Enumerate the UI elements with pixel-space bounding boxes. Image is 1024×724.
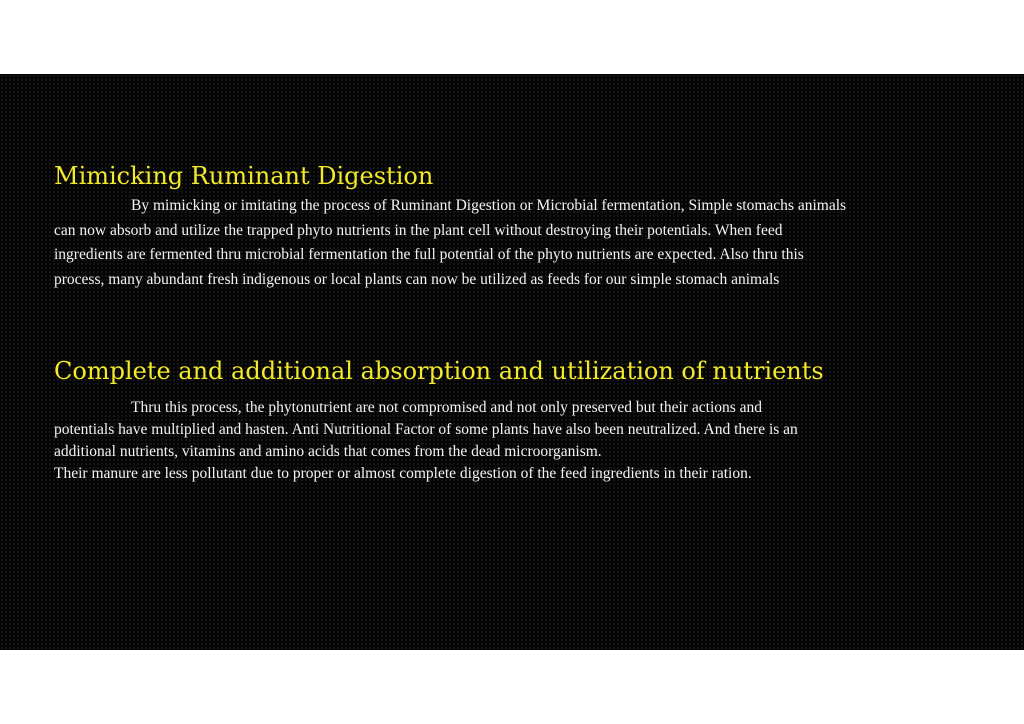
section1-paragraph xyxy=(54,194,994,292)
slide xyxy=(0,74,1024,650)
section2-line-1 xyxy=(54,397,994,419)
section2-heading: Complete and additional absorption and utilization of nutrients xyxy=(54,357,824,385)
section1-heading: Mimicking Ruminant Digestion xyxy=(54,162,434,190)
section1-line-1 xyxy=(54,194,994,219)
section2-line-2: potentials have multiplied and hasten. Anti Nutritional Factor of some plants have also been neutralized. And there is an xyxy=(54,421,798,438)
section1-line-2: can now absorb and utilize the trapped phyto nutrients in the plant cell without destroying their potentials. When feed xyxy=(54,221,783,239)
section1-line-4: process, many abundant fresh indigenous or local plants can now be utilized as feeds for our simple stomach animals xyxy=(54,270,780,288)
section2-line-3: additional nutrients, vitamins and amino acids that comes from the dead microorganism. xyxy=(54,443,602,460)
section2-paragraph xyxy=(54,397,994,485)
section2-line-4: Their manure are less pollutant due to proper or almost complete digestion of the feed ingredients in their ration. xyxy=(54,465,752,482)
section1-line-3: ingredients are fermented thru microbial fermentation the full potential of the phyto nutrients are expected. Also thru this xyxy=(54,246,804,263)
section2-line-1-text: Thru this process, the phytonutrient are not compromised and not only preserved but their actions and xyxy=(131,399,763,416)
section1-line-1-text: By mimicking or imitating the process of Ruminant Digestion or Microbial fermentation, Simple stomachs animals xyxy=(131,197,847,214)
